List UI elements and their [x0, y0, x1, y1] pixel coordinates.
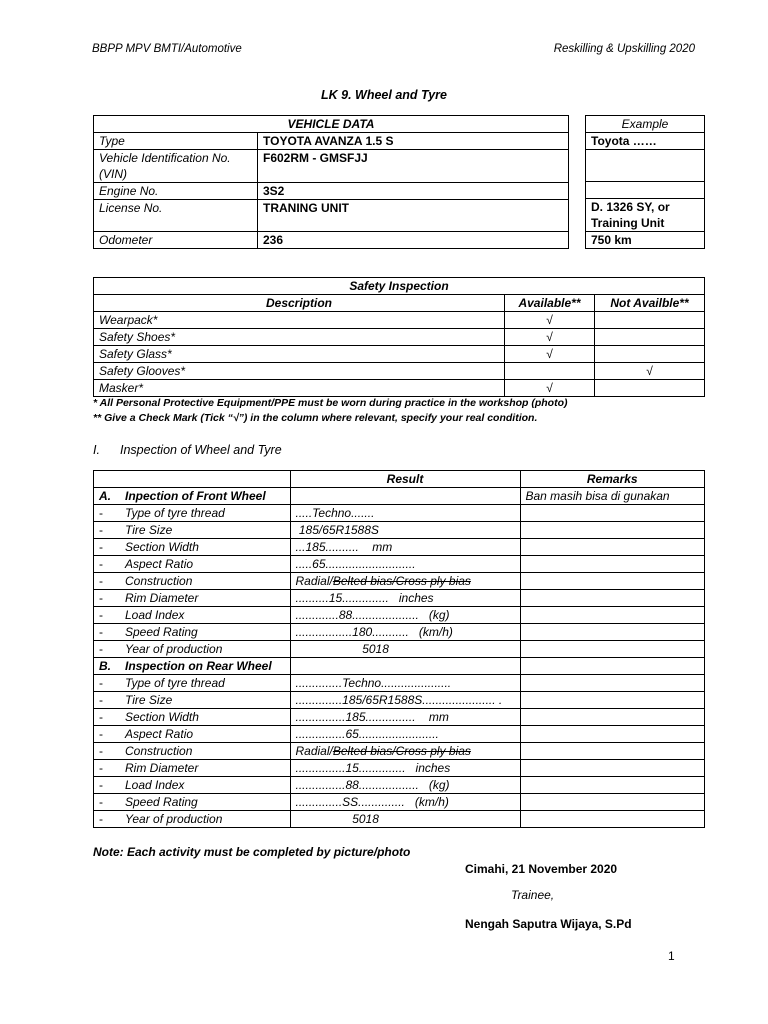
- section-letter: B.: [94, 658, 117, 675]
- result-cell: [290, 743, 520, 760]
- result-cell: ...185.......... mm: [290, 539, 520, 556]
- remarks-cell: [520, 505, 705, 522]
- row-label: Load Index: [116, 607, 290, 624]
- table-row: [94, 811, 705, 828]
- row-label: Speed Rating: [116, 794, 290, 811]
- row-label: Tire Size: [116, 692, 290, 709]
- section-title: Inspection on Rear Wheel: [116, 658, 290, 675]
- row-dash: -: [94, 760, 117, 777]
- check-mark: [595, 346, 705, 363]
- section-heading: [93, 443, 282, 457]
- vehicle-data-table: [93, 115, 569, 249]
- check-mark: [595, 312, 705, 329]
- safety-item: Safety Glass*: [94, 346, 505, 363]
- result-cell: .....Techno.......: [290, 505, 520, 522]
- result-cell: .....65...........................: [290, 556, 520, 573]
- remarks-cell: [520, 658, 705, 675]
- vehicle-row-label: Vehicle Identification No. (VIN): [94, 150, 258, 183]
- row-dash: -: [94, 590, 117, 607]
- check-mark: √: [505, 312, 595, 329]
- check-mark: √: [505, 329, 595, 346]
- row-label: Speed Rating: [116, 624, 290, 641]
- row-dash: -: [94, 573, 117, 590]
- section-number: I.: [93, 443, 100, 457]
- result-cell: .............88.................... (kg): [290, 607, 520, 624]
- table-row: [94, 709, 705, 726]
- remarks-cell: [520, 556, 705, 573]
- safety-item: Wearpack*: [94, 312, 505, 329]
- signature-name: Nengah Saputra Wijaya, S.Pd: [465, 917, 632, 931]
- section-letter: A.: [94, 488, 117, 505]
- check-mark: √: [505, 346, 595, 363]
- row-label: Type of tyre thread: [116, 675, 290, 692]
- safety-col-not-available: Not Availble**: [595, 295, 705, 312]
- safety-heading: Safety Inspection: [94, 278, 705, 295]
- table-row: [94, 760, 705, 777]
- vehicle-row-value: 3S2: [258, 183, 569, 200]
- table-row: [94, 641, 705, 658]
- vehicle-row-value: 236: [258, 232, 569, 249]
- example-value: [586, 182, 705, 199]
- signature-place-date: Cimahi, 21 November 2020: [465, 862, 618, 876]
- result-cell: ..............SS.............. (km/h): [290, 794, 520, 811]
- row-dash: -: [94, 811, 117, 828]
- result-cell: 185/65R1588S: [290, 522, 520, 539]
- row-dash: -: [94, 624, 117, 641]
- row-dash: -: [94, 522, 117, 539]
- row-label: Rim Diameter: [116, 760, 290, 777]
- remarks-cell: [520, 726, 705, 743]
- row-label: Construction: [116, 573, 290, 590]
- remarks-cell: [520, 811, 705, 828]
- check-mark: √: [595, 363, 705, 380]
- vehicle-data-heading: VEHICLE DATA: [94, 116, 569, 133]
- table-row: [94, 726, 705, 743]
- result-cell: [290, 488, 520, 505]
- result-cell: [290, 658, 520, 675]
- safety-item: Masker*: [94, 380, 505, 397]
- example-heading: Example: [586, 116, 705, 133]
- header-left: BBPP MPV BMTI/Automotive: [92, 43, 242, 55]
- row-dash: -: [94, 726, 117, 743]
- table-row: [94, 556, 705, 573]
- vehicle-row-label: Type: [94, 133, 258, 150]
- check-mark: [595, 380, 705, 397]
- remarks-cell: [520, 743, 705, 760]
- example-value: D. 1326 SY, or Training Unit: [586, 199, 705, 232]
- result-cell: ...............185............... mm: [290, 709, 520, 726]
- signature-role: Trainee,: [511, 888, 555, 902]
- table-row: [94, 522, 705, 539]
- table-row: [94, 607, 705, 624]
- remarks-cell: Ban masih bisa di gunakan: [520, 488, 705, 505]
- row-label: Rim Diameter: [116, 590, 290, 607]
- remarks-cell: [520, 590, 705, 607]
- row-dash: -: [94, 675, 117, 692]
- section-title: Inpection of Front Wheel: [116, 488, 290, 505]
- safety-note-2: ** Give a Check Mark (Tick “√”) in the column where relevant, specify your real condition.: [93, 412, 538, 424]
- remarks-cell: [520, 709, 705, 726]
- section-row: [94, 658, 705, 675]
- safety-col-description: Description: [94, 295, 505, 312]
- table-row: [94, 743, 705, 760]
- header-right: Reskilling & Upskilling 2020: [553, 43, 695, 55]
- result-cell: ..............185/65R1588S...................... .: [290, 692, 520, 709]
- construction-struck-options: Belted bias/Cross ply bias: [332, 574, 471, 588]
- row-dash: -: [94, 505, 117, 522]
- result-cell: [290, 573, 520, 590]
- example-table: [585, 115, 705, 249]
- remarks-cell: [520, 641, 705, 658]
- remarks-cell: [520, 624, 705, 641]
- table-row: [94, 675, 705, 692]
- row-label: Type of tyre thread: [116, 505, 290, 522]
- row-dash: -: [94, 743, 117, 760]
- section-title: Inspection of Wheel and Tyre: [120, 443, 282, 457]
- row-dash: -: [94, 709, 117, 726]
- table-header-row: [94, 471, 705, 488]
- safety-item: Safety Shoes*: [94, 329, 505, 346]
- safety-col-available: Available**: [505, 295, 595, 312]
- row-dash: -: [94, 556, 117, 573]
- vehicle-row-value: TOYOTA AVANZA 1.5 S: [258, 133, 569, 150]
- col-result: Result: [290, 471, 520, 488]
- row-dash: -: [94, 794, 117, 811]
- row-label: Tire Size: [116, 522, 290, 539]
- table-row: [94, 692, 705, 709]
- remarks-cell: [520, 573, 705, 590]
- remarks-cell: [520, 692, 705, 709]
- remarks-cell: [520, 675, 705, 692]
- check-mark: √: [505, 380, 595, 397]
- blank-header-cell: [94, 471, 117, 488]
- table-row: [94, 505, 705, 522]
- row-dash: -: [94, 641, 117, 658]
- safety-inspection-table: [93, 277, 705, 397]
- result-cell: ...............88.................. (kg): [290, 777, 520, 794]
- table-row: [94, 624, 705, 641]
- row-label: Load Index: [116, 777, 290, 794]
- row-label: Aspect Ratio: [116, 726, 290, 743]
- vehicle-row-value: TRANING UNIT: [258, 200, 569, 232]
- safety-note-1: * All Personal Protective Equipment/PPE must be worn during practice in the workshop (photo): [93, 397, 568, 409]
- remarks-cell: [520, 794, 705, 811]
- table-row: [94, 794, 705, 811]
- remarks-cell: [520, 607, 705, 624]
- row-dash: -: [94, 607, 117, 624]
- document-title: LK 9. Wheel and Tyre: [321, 88, 447, 102]
- row-label: Section Width: [116, 539, 290, 556]
- remarks-cell: [520, 777, 705, 794]
- construction-selected: Radial/: [295, 744, 333, 758]
- result-cell: 5018: [290, 811, 520, 828]
- vehicle-row-label: Engine No.: [94, 183, 258, 200]
- construction-struck-options: Belted bias/Cross ply bias: [332, 744, 471, 758]
- section-row: [94, 488, 705, 505]
- row-label: Year of production: [116, 811, 290, 828]
- wheel-tyre-inspection-table: [93, 470, 705, 828]
- row-label: Aspect Ratio: [116, 556, 290, 573]
- table-row: [94, 590, 705, 607]
- col-remarks: Remarks: [520, 471, 705, 488]
- row-dash: -: [94, 692, 117, 709]
- remarks-cell: [520, 760, 705, 777]
- vehicle-row-label: License No.: [94, 200, 258, 232]
- check-mark: [505, 363, 595, 380]
- table-row: [94, 573, 705, 590]
- check-mark: [595, 329, 705, 346]
- example-value: [586, 150, 705, 182]
- example-value: 750 km: [586, 232, 705, 249]
- table-row: [94, 539, 705, 556]
- remarks-cell: [520, 522, 705, 539]
- page-number: 1: [668, 949, 675, 963]
- example-value: Toyota ……: [586, 133, 705, 150]
- construction-selected: Radial/: [295, 574, 333, 588]
- result-cell: ...............65........................: [290, 726, 520, 743]
- table-row: [94, 777, 705, 794]
- row-dash: -: [94, 777, 117, 794]
- result-cell: ..........15.............. inches: [290, 590, 520, 607]
- row-dash: -: [94, 539, 117, 556]
- safety-item: Safety Glooves*: [94, 363, 505, 380]
- vehicle-row-value: F602RM - GMSFJJ: [258, 150, 569, 183]
- result-cell: ..............Techno.....................: [290, 675, 520, 692]
- result-cell: ...............15.............. inches: [290, 760, 520, 777]
- remarks-cell: [520, 539, 705, 556]
- result-cell: .................180........... (km/h): [290, 624, 520, 641]
- row-label: Year of production: [116, 641, 290, 658]
- blank-header-cell: [116, 471, 290, 488]
- vehicle-row-label: Odometer: [94, 232, 258, 249]
- footer-note: Note: Each activity must be completed by picture/photo: [93, 845, 411, 859]
- row-label: Section Width: [116, 709, 290, 726]
- result-cell: 5018: [290, 641, 520, 658]
- row-label: Construction: [116, 743, 290, 760]
